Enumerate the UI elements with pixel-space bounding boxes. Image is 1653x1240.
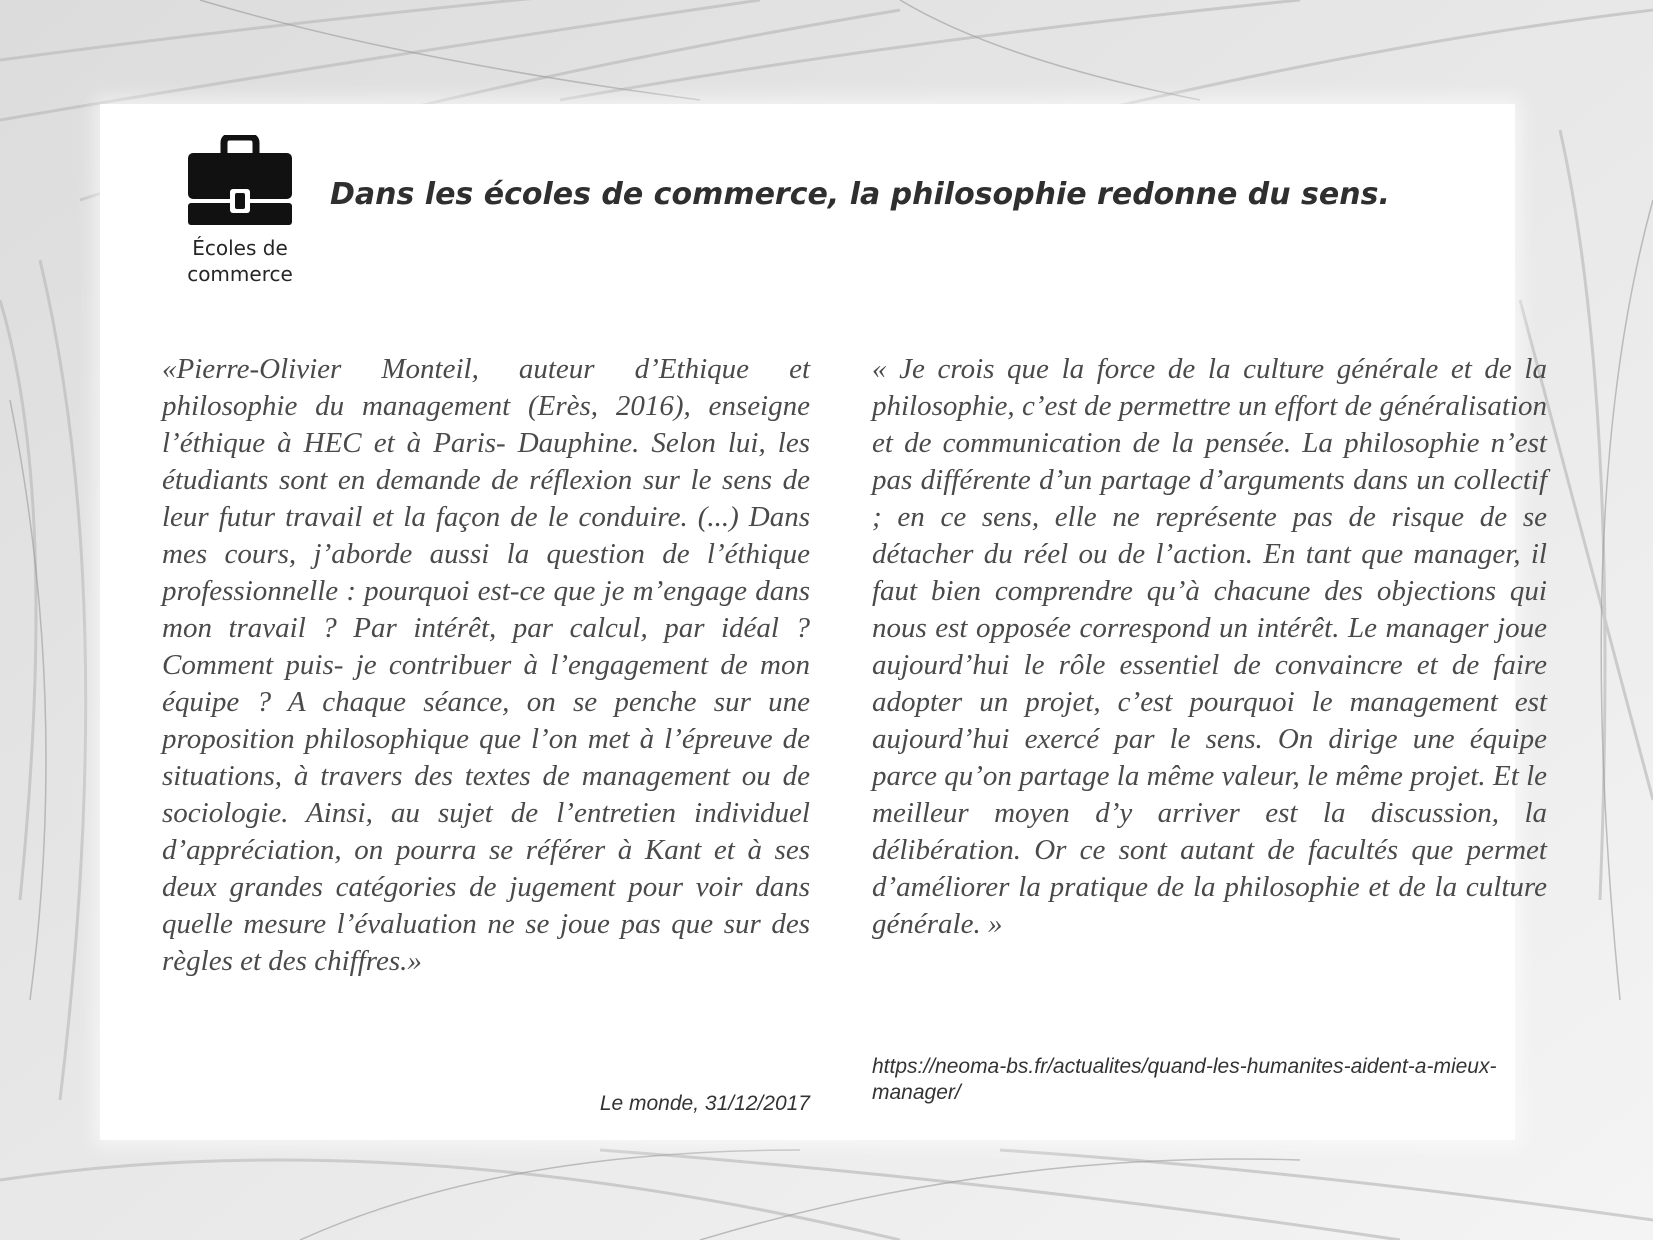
briefcase-icon xyxy=(186,135,294,227)
source-left: Le monde, 31/12/2017 xyxy=(599,1092,810,1115)
category-badge xyxy=(175,135,305,287)
quote-left: «Pierre-Olivier Monteil, auteur d’Ethique et philosophie du management (Erès, 2016), enseigne l’éthique à HEC et à Paris- Dauphine. Selon lui, les étudiants sont en demande de réflexion sur le sens de leur futur travail et la façon de le conduire. (...) Dans mes cours, j’aborde aussi la question de l’éthique professionnelle : pourquoi est-ce que je m’engage dans mon travail ? Par intérêt, par calcul, par idéal ? Comment puis- je contribuer à l’engagement de mon équipe ? A chaque séance, on se penche sur une proposition philosophique que l’on met à l’épreuve de situations, à travers des textes de management ou de sociologie. Ainsi, au sujet de l’entretien individuel d’appréciation, on pourra se référer à Kant et à ses deux grandes catégories de jugement pour voir dans quelle mesure l’évaluation ne se joue pas que sur des règles et des chiffres.» xyxy=(162,353,810,977)
category-label: Écoles de commerce xyxy=(187,236,293,286)
page-title: Dans les écoles de commerce, la philosophie redonne du sens. xyxy=(330,177,1390,212)
quote-right: « Je crois que la force de la culture générale et de la philosophie, c’est de permettre un effort de généralisation et de communication de la pensée. La philosophie n’est pas différente d’un partage d’arguments dans un collectif ; en ce sens, elle ne représente pas de risque de se détacher du réel ou de l’action. En tant que manager, il faut bien comprendre qu’à chacune des objections qui nous est opposée correspond un intérêt. Le manager joue aujourd’hui le rôle essentiel de convaincre et de faire adopter un projet, c’est pourquoi le management est aujourd’hui exercé par le sens. On dirige une équipe parce qu’on partage la même valeur, le même projet. Et le meilleur moyen d’y arriver est la discussion, la délibération. Or ce sont autant de facultés que permet d’améliorer la pratique de la philosophie et de la culture générale. » xyxy=(872,353,1547,940)
source-link[interactable]: https://neoma-bs.fr/actualites/quand-les-humanites-aident-a-mieux-manager/ xyxy=(872,1055,1497,1104)
